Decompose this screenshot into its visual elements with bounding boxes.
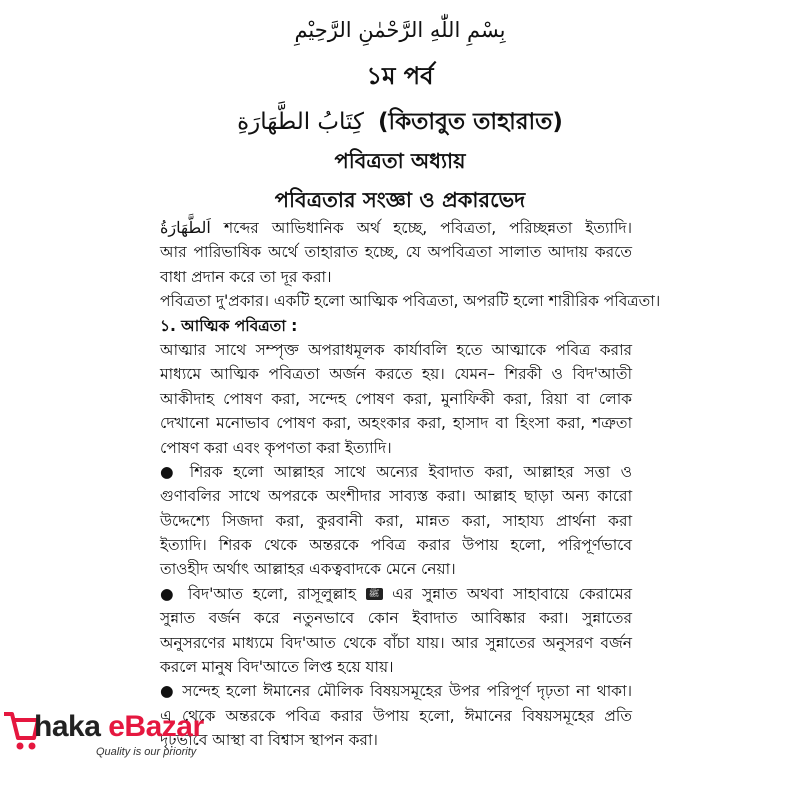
text-line: উদ্দেশ্যে সিজদা করা, কুরবানী করা, মান্নত করা, সাহায্য প্রার্থনা করা	[160, 511, 632, 530]
book-title-bangla: (কিতাবুত তাহারাত)	[377, 109, 563, 135]
text-span: শব্দের আভিধানিক অর্থ হচ্ছে, পবিত্রতা, পরিচ্ছন্নতা ইত্যাদি।	[210, 219, 632, 237]
brand-accent: eBazar	[108, 710, 204, 743]
text-line: অনুসরণের মাধ্যমে বিদ'আত থেকে বাঁচা যায়। আর সুন্নাতের অনুসরণ বর্জন	[160, 633, 632, 652]
arabic-term: اَلطَّهَارَةُ	[160, 218, 211, 237]
salawat-icon: ﷺ	[366, 588, 383, 600]
bullet-line	[160, 460, 632, 484]
subheading-text: ১. আত্মিক পবিত্রতা :	[160, 316, 298, 335]
text-line: বাধা প্রদান করে তা দূর করা।	[160, 267, 332, 286]
text-line: আত্মার সাথে সম্পৃক্ত অপরাধমূলক কার্যাবলি হতে আত্মাকে পবিত্র করার	[160, 340, 632, 359]
brand-part: haka	[34, 710, 109, 743]
text-line: আর পারিভাষিক অর্থে তাহারাত হচ্ছে, যে অপবিত্রতা সালাত আদায় করতে	[160, 243, 632, 262]
text-line: আকীদাহ পোষণ করা, সন্দেহ পোষণ করা, মুনাফিকী করা, রিয়া বা লোক	[160, 389, 632, 408]
text-line: ইত্যাদি। শিরক থেকে অন্তরকে পবিত্র করার উপায় হলো, পরিপূর্ণভাবে	[160, 536, 632, 555]
bullet-icon: ●	[160, 462, 180, 481]
text-line: এ থেকে অন্তরকে পবিত্র করার উপায় হলো, ঈমানের বিষয়সমূহের প্রতি	[160, 706, 632, 725]
chapter-heading: পবিত্রতা অধ্যায়	[334, 149, 466, 173]
bullet-line	[160, 679, 632, 703]
text-line: করলে মানুষ বিদ'আতে লিপ্ত হয়ে যায়।	[160, 658, 394, 677]
section-heading: পবিত্রতার সংজ্ঞা ও প্রকারভেদ	[274, 188, 526, 212]
book-title-arabic: كِتَابُ الطَّهَارَةِ	[237, 109, 364, 135]
text-span: সন্দেহ হলো ঈমানের মৌলিক বিষয়সমূহের উপর পরিপূর্ণ দৃঢ়তা না থাকা।	[175, 682, 632, 701]
bullet-icon: ●	[160, 682, 176, 701]
text-span: এর সুন্নাত অথবা সাহাবায়ে কেরামের	[382, 584, 632, 603]
text-span: শিরক হলো আল্লাহর সাথে অন্যের ইবাদাত করা, আল্লাহর সত্তা ও	[179, 462, 632, 481]
bullet-icon: ●	[160, 584, 179, 603]
text-line: মাধ্যমে আত্মিক পবিত্রতা অর্জন করতে হয়। যেমন– শিরকী ও বিদ'আতী	[160, 365, 632, 384]
text-line: পোষণ করা এবং কৃপণতা করা ইত্যাদি।	[160, 438, 392, 457]
subheading-spiritual-purity	[160, 314, 632, 338]
text-line: গুণাবলির সাথে অপরকে অংশীদার সাব্যস্ত করা। আল্লাহ ছাড়া অন্য কারো	[160, 487, 632, 506]
brand-name	[34, 710, 204, 744]
text-line: দেখানো মনোভাব পোষণ করা, অহংকার করা, হাসাদ বা হিংসা করা, শত্রুতা	[160, 414, 632, 433]
text-line: পবিত্রতা দু'প্রকার। একটি হলো আত্মিক পবিত্রতা, অপরটি হলো শারীরিক পবিত্রতা।	[160, 292, 661, 311]
bismillah-heading: بِسْمِ اللّٰهِ الرَّحْمٰنِ الرَّحِيْمِ	[294, 18, 506, 42]
text-span: বিদ'আত হলো, রাসূলুল্লাহ	[178, 584, 366, 603]
bullet-line	[160, 582, 632, 606]
part-heading: ১ম পর্ব	[366, 62, 434, 90]
body-text	[160, 216, 661, 753]
watermark-logo	[0, 702, 260, 772]
brand-tagline: Quality is our priority	[96, 746, 197, 758]
text-line: তাওহীদ অর্থাৎ আল্লাহর একত্ববাদকে মেনে নেয়া।	[160, 560, 456, 579]
text-line	[160, 216, 632, 240]
text-line: দৃঢ়ভাবে আস্থা বা বিশ্বাস স্থাপন করা।	[160, 731, 378, 750]
text-line: সুন্নাত বর্জন করে নতুনভাবে কোন ইবাদাত আবিষ্কার করা। সুন্নাতের	[160, 609, 632, 628]
book-title	[0, 103, 800, 142]
